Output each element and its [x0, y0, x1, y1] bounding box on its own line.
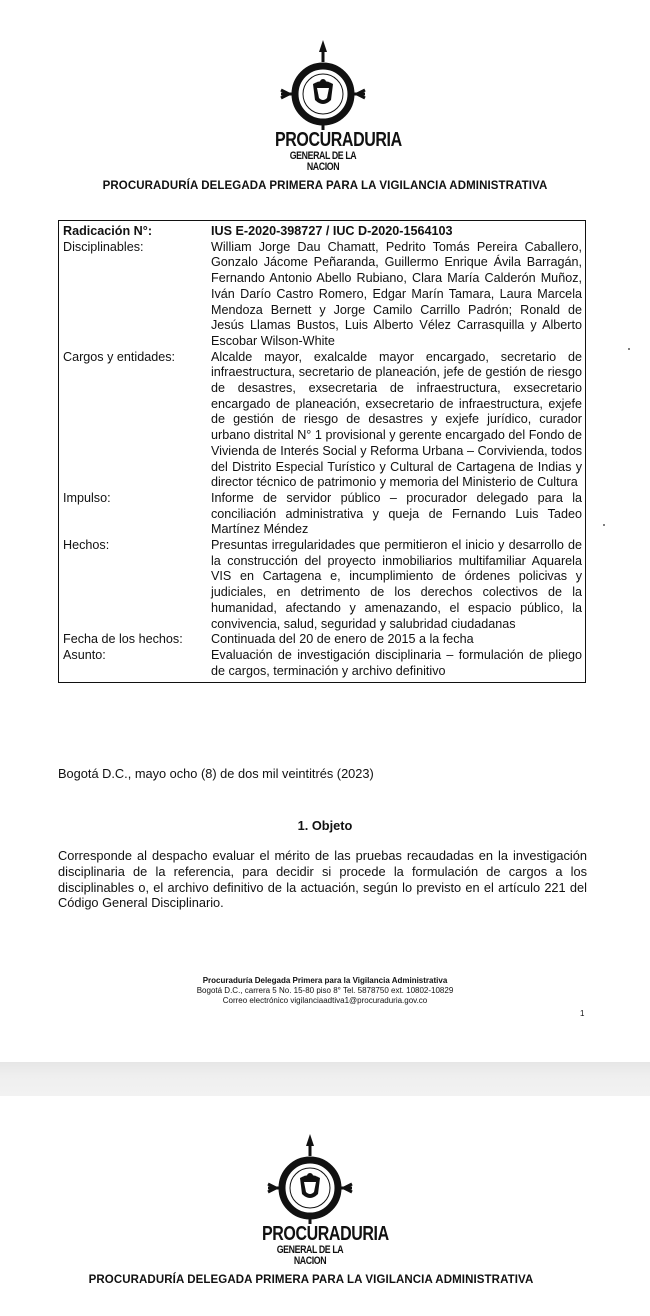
row-label: Asunto:: [63, 647, 106, 662]
row-label: Cargos y entidades:: [63, 349, 176, 364]
row-value: Alcalde mayor, exalcalde mayor encargado, secretario de infraestructura, secretario de planeación, jefe de gestión de riesgo de desastres, exsecretaria de infraestructura, exsecretario encargado de planeación, exsecretario de infraestructura, exjefe de gestión de riesgo de desastres y exjefe jurídico, curador urbano distrital N° 1 provisional y gerente encargado del Fondo de Vivienda de Interés Social y Reforma Urbana – Corvivienda, todos del Distrito Especial Turístico y Cultural de Cartagena de Indias y director técnico de patrimonio y memoria del Ministerio de Cultura: [211, 349, 582, 490]
date-line: Bogotá D.C., mayo ocho (8) de dos mil veintitrés (2023): [58, 766, 374, 781]
logo-text-line2: GENERAL DE LA NACION: [289, 150, 357, 173]
table-row: [59, 632, 586, 648]
row-value: Continuada del 20 de enero de 2015 a la fecha: [211, 632, 474, 647]
page-number: 1: [580, 1009, 585, 1018]
table-row: [59, 221, 586, 240]
logo-text-line1: PROCURADURIA: [275, 129, 402, 151]
footer-address: Bogotá D.C., carrera 5 No. 15-80 piso 8° Tel. 5878750 ext. 10802-10829: [196, 986, 454, 995]
header-title: PROCURADURÍA DELEGADA PRIMERA PARA LA VIGILANCIA ADMINISTRATIVA: [88, 1274, 534, 1286]
header-title: PROCURADURÍA DELEGADA PRIMERA PARA LA VIGILANCIA ADMINISTRATIVA: [102, 180, 548, 192]
row-value: IUS E-2020-398727 / IUC D-2020-1564103: [211, 224, 453, 238]
page-footer: [0, 976, 650, 1006]
procuraduria-logo: [263, 38, 402, 173]
scan-speck: [628, 348, 630, 350]
row-value: Informe de servidor público – procurador delegado para la conciliación administrativa y queja de Fernando Luis Tadeo Martínez Méndez: [211, 490, 582, 537]
page-separator: [0, 1062, 650, 1096]
footer-email: Correo electrónico vigilanciaadtiva1@procuraduria.gov.co: [222, 996, 428, 1005]
crest-emblem-icon: [260, 1132, 360, 1224]
row-value: Evaluación de investigación disciplinaria – formulación de pliego de cargos, terminación y archivo definitivo: [211, 647, 582, 678]
row-label: Impulso:: [63, 490, 111, 505]
row-label: Hechos:: [63, 538, 110, 553]
body-paragraph: Corresponde al despacho evaluar el mérito de las pruebas recaudadas en la investigación disciplinaria de la referencia, para decidir si procede la formulación de cargos a los disciplinables o, el archivo definitivo de la actuación, según lo previsto en el artículo 221 del Código General Disciplinario.: [58, 848, 587, 911]
row-label: Fecha de los hechos:: [63, 632, 183, 647]
logo-text-line1: PROCURADURIA: [262, 1223, 389, 1245]
document-page-2: [0, 1096, 650, 1316]
row-label: Radicación N°:: [63, 224, 153, 238]
footer-office: Procuraduría Delegada Primera para la Vigilancia Administrativa: [202, 976, 448, 985]
row-value: William Jorge Dau Chamatt, Pedrito Tomás Pereira Caballero, Gonzalo Jácome Peñaranda, Guillermo Enrique Ávila Barragán, Fernando Antonio Abello Rubiano, Clara María Calderón Muñoz, Iván Darío Castro Romero, Edgar Marín Tamara, Laura Marcela Mendoza Bernett y Jorge Camilo Carrillo Padrón; Ronald de Jesús Llamas Bustos, Luis Alberto Vélez Carrasquilla y Alberto Escobar Wilson-White: [211, 239, 582, 348]
scan-speck: [603, 524, 605, 526]
table-row: [59, 240, 586, 350]
table-row: [59, 538, 586, 632]
section-title: 1. Objeto: [297, 818, 353, 833]
procuraduria-logo: [250, 1132, 389, 1267]
table-row: [59, 648, 586, 683]
table-row: [59, 491, 586, 538]
crest-emblem-icon: [273, 38, 373, 130]
table-row: [59, 350, 586, 491]
row-label: Disciplinables:: [63, 239, 144, 254]
case-metadata-table: [58, 220, 586, 683]
logo-text-line2: GENERAL DE LA NACION: [276, 1244, 344, 1267]
row-value: Presuntas irregularidades que permitieron el inicio y desarrollo de la construcción del proyecto inmobiliarios multifamiliar Aquarela VIS en Cartagena e, incumplimiento de órdenes policivas y judiciales, en detrimento de los derechos colectivos de la humanidad, afectando y amenazando, el espacio público, la convivencia, salud, seguridad y salubridad ciudadanas: [211, 538, 582, 631]
